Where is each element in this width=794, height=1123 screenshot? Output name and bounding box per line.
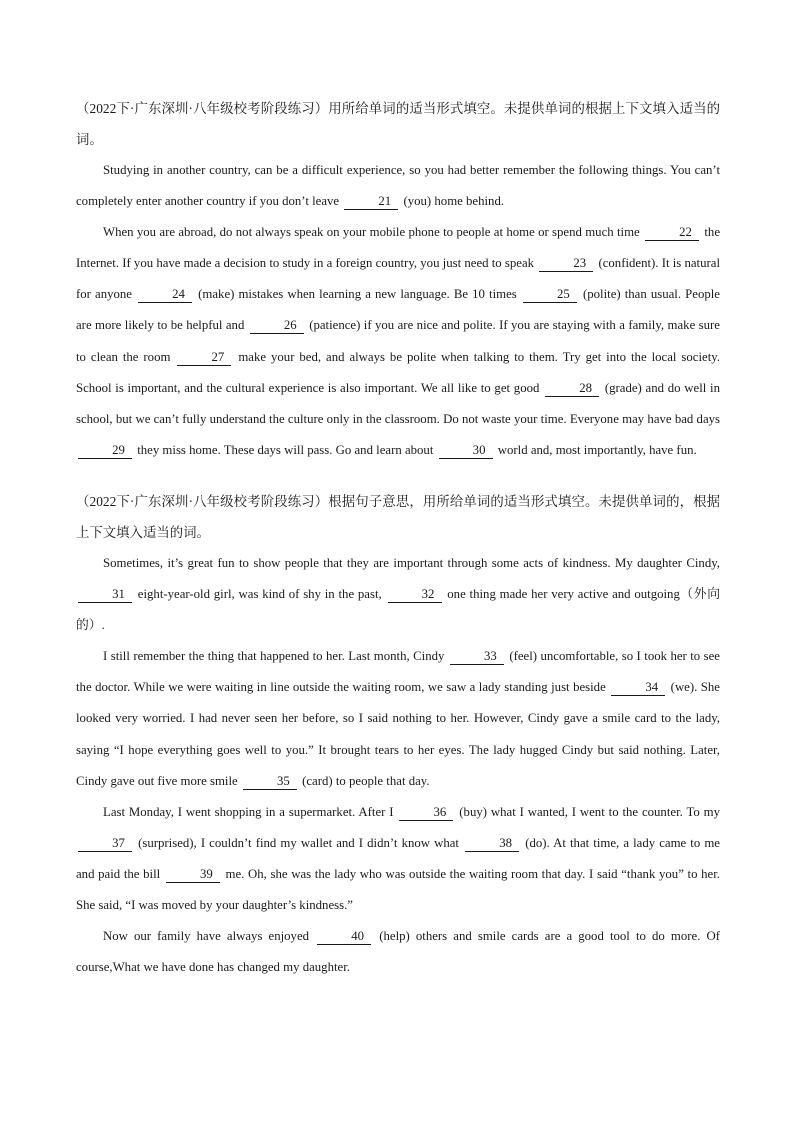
text-run: (help) others and smile cards are a good tool to do more. Of course,What we have done has changed my daughter. [76, 929, 720, 975]
text-run: (grade) and do well in school, but we can’t fully understand the culture only in the classroom. Do not waste your time. Everyone may have bad days [76, 380, 720, 426]
blank-31: 31 [78, 587, 132, 603]
text-run: Last Monday, I went shopping in a supermarket. After I [103, 804, 398, 819]
blank-26: 26 [250, 318, 304, 334]
passage-1 [76, 93, 720, 466]
text-run: (buy) what I wanted, I went to the counter. To my [455, 804, 720, 819]
blank-28: 28 [545, 381, 599, 397]
text-run: (confident). It is natural for anyone [76, 256, 720, 302]
blank-24: 24 [138, 287, 192, 303]
text-run: I still remember the thing that happened to her. Last month, Cindy [103, 649, 448, 664]
passage-2-body [76, 548, 720, 983]
blank-32: 32 [388, 587, 442, 603]
passage-2 [76, 486, 720, 983]
text-run: Studying in another country, can be a difficult experience, so you had better remember the following things. You can’t completely enter another country if you don’t leave [76, 163, 720, 209]
blank-25: 25 [523, 287, 577, 303]
text-run: Sometimes, it’s great fun to show people that they are important through some acts of kindness. My daughter Cindy, [103, 555, 720, 570]
text-run: one thing made her very active and outgoing（外向的）. [76, 587, 720, 633]
passage-2-header: （2022下·广东深圳·八年级校考阶段练习）根据句子意思，用所给单词的适当形式填空。未提供单词的，根据上下文填入适当的词。 [76, 493, 720, 540]
blank-34: 34 [611, 680, 665, 696]
passage-1-header: （2022下·广东深圳·八年级校考阶段练习）用所给单词的适当形式填空。未提供单词的根据上下文填入适当的词。 [76, 101, 720, 147]
text-run: (you) home behind. [400, 194, 505, 209]
blank-36: 36 [399, 805, 453, 821]
text-run: the Internet. If you have made a decision to study in a foreign country, you just need to speak [76, 225, 720, 271]
blank-22: 22 [645, 225, 699, 241]
paragraph [76, 797, 720, 921]
text-run: world and, most importantly, have fun. [494, 442, 697, 457]
text-run: Now our family have always enjoyed [103, 929, 316, 944]
text-run: (patience) if you are nice and polite. If you are staying with a family, make sure to clean the room [76, 318, 720, 364]
text-run: (card) to people that day. [298, 773, 430, 788]
text-run: (do). At that time, a lady came to me and paid the bill [76, 835, 720, 881]
blank-39: 39 [166, 867, 220, 883]
paragraph [76, 155, 720, 217]
text-run: make your bed, and always be polite when talking to them. Try get into the local society. School is important, and the cultural experience is also important. We all like to get good [76, 349, 721, 395]
text-run: When you are abroad, do not always speak on your mobile phone to people at home or spend much time [103, 225, 644, 240]
passage-1-body [76, 155, 720, 466]
blank-21: 21 [344, 194, 398, 210]
text-run: they miss home. These days will pass. Go and learn about [134, 442, 437, 457]
blank-37: 37 [78, 836, 132, 852]
blank-27: 27 [177, 350, 231, 366]
blank-35: 35 [243, 774, 297, 790]
text-run: (feel) uncomfortable, so I took her to see the doctor. While we were waiting in line outside the waiting room, we saw a lady standing just beside [76, 649, 720, 695]
blank-33: 33 [450, 649, 504, 665]
text-run: (surprised), I couldn’t find my wallet and I didn’t know what [134, 835, 464, 850]
text-run: me. Oh, she was the lady who was outside the waiting room that day. I said “thank you” to her. She said, “I was moved by your daughter’s kindness.” [76, 866, 720, 912]
blank-38: 38 [465, 836, 519, 852]
blank-30: 30 [439, 443, 493, 459]
paragraph [76, 548, 720, 641]
paragraph [76, 217, 720, 466]
blank-40: 40 [317, 929, 371, 945]
text-run: (make) mistakes when learning a new language. Be 10 times [194, 287, 521, 302]
paragraph [76, 921, 720, 983]
text-run: eight-year-old girl, was kind of shy in the past, [134, 587, 386, 602]
paragraph [76, 641, 720, 796]
blank-23: 23 [539, 256, 593, 272]
text-run: (we). She looked very worried. I had never seen her before, so I said nothing to her. However, Cindy gave a smile card to the lady, saying “I hope everything goes well to you.” It brought tears to her eyes. The lady hugged Cindy but said nothing. Later, Cindy gave out five more smile [76, 680, 720, 788]
document-page [76, 93, 720, 1003]
text-run: (polite) than usual. People are more likely to be helpful and [76, 287, 720, 333]
blank-29: 29 [78, 443, 132, 459]
